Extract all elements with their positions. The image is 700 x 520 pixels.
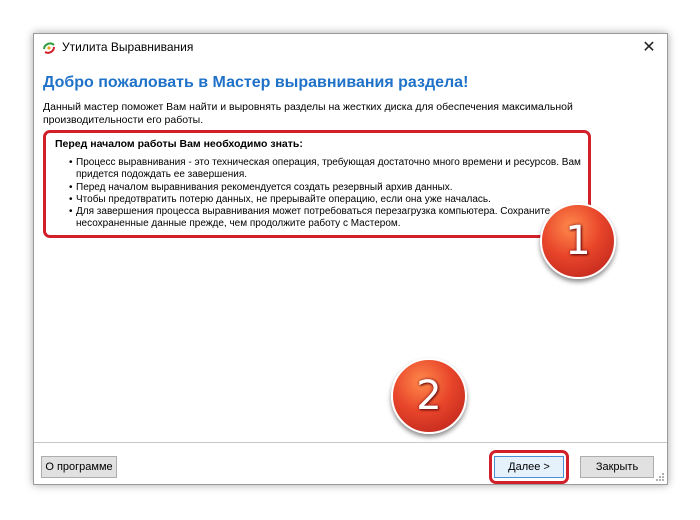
list-item: • Перед началом выравнивания рекомендуется создать резервный архив данных. <box>76 182 581 194</box>
step-badge-2: 2 <box>391 358 467 434</box>
info-panel <box>43 130 591 238</box>
title-bar <box>34 34 667 62</box>
footer-divider <box>34 442 667 443</box>
info-list <box>76 157 581 231</box>
window-close-button[interactable]: ✕ <box>642 39 656 56</box>
list-item: • Процесс выравнивания - это техническая операция, требующая достаточно много времени и ресурсов. Вам придется подождать ее завершения. <box>76 157 581 182</box>
info-panel-title: Перед началом работы Вам необходимо знать: <box>55 138 303 150</box>
window-title: Утилита Выравнивания <box>62 40 194 54</box>
step-badge-1: 1 <box>540 203 616 279</box>
next-button[interactable]: Далее > <box>494 456 564 478</box>
about-button[interactable]: О программе <box>41 456 117 478</box>
list-item: • Для завершения процесса выравнивания может потребоваться перезагрузка компьютера. Сохраните несохраненные данные прежде, чем продолжите работу с Мастером. <box>76 206 581 231</box>
alignment-utility-icon <box>41 40 57 56</box>
intro-text: Данный мастер поможет Вам найти и выровнять разделы на жестких диска для обеспечения максимальной производительности его работы. <box>43 101 573 126</box>
resize-grip-icon[interactable] <box>655 472 665 482</box>
close-button[interactable]: Закрыть <box>580 456 654 478</box>
list-item: • Чтобы предотвратить потерю данных, не прерывайте операцию, если она уже началась. <box>76 194 581 206</box>
page-title: Добро пожаловать в Мастер выравнивания раздела! <box>43 74 469 91</box>
